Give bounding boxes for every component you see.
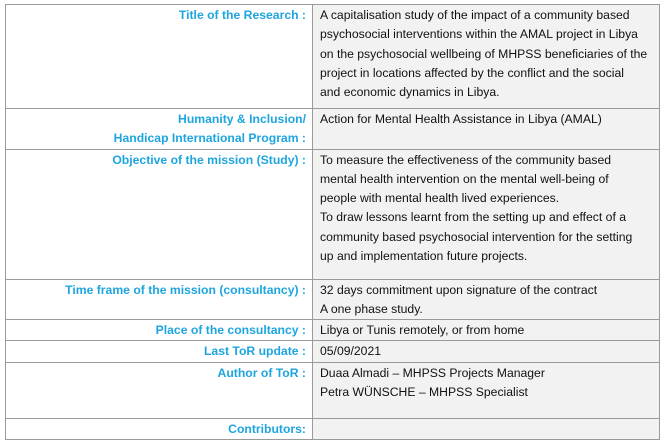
label-contributors: Contributors:	[6, 418, 313, 439]
value-last-update: 05/09/2021	[313, 341, 660, 362]
tor-summary-table	[5, 4, 660, 440]
value-place: Libya or Tunis remotely, or from home	[313, 320, 660, 341]
label-objective: Objective of the mission (Study) :	[6, 149, 313, 279]
value-title-of-research: A capitalisation study of the impact of a community based psychosocial interventions within the AMAL project in Libya on the psychosocial wellbeing of MHPSS beneficiaries of the project in locations affected by the conflict and the social and economic dynamics in Libya.	[313, 5, 660, 109]
label-program: Humanity & Inclusion/ Handicap International Program :	[6, 109, 313, 150]
value-contributors	[313, 418, 660, 439]
table-row-objective	[6, 149, 660, 279]
table-row-contributors	[6, 418, 660, 439]
value-program: Action for Mental Health Assistance in Libya (AMAL)	[313, 109, 660, 150]
table-row-place	[6, 320, 660, 341]
label-place: Place of the consultancy :	[6, 320, 313, 341]
label-time-frame: Time frame of the mission (consultancy) :	[6, 279, 313, 320]
table-row-last-update	[6, 341, 660, 362]
label-title-of-research: Title of the Research :	[6, 5, 313, 109]
label-author: Author of ToR :	[6, 362, 313, 418]
table-row-author	[6, 362, 660, 418]
value-time-frame: 32 days commitment upon signature of the contract A one phase study.	[313, 279, 660, 320]
value-objective: To measure the effectiveness of the community based mental health intervention on the mental well-being of people with mental health lived experiences. To draw lessons learnt from the setting up and effect of a community based psychosocial intervention for the setting up and implementation future projects.	[313, 149, 660, 279]
table-row-title	[6, 5, 660, 109]
value-author: Duaa Almadi – MHPSS Projects Manager Petra WÜNSCHE – MHPSS Specialist	[313, 362, 660, 418]
table-row-time-frame	[6, 279, 660, 320]
label-last-update: Last ToR update :	[6, 341, 313, 362]
table-row-program	[6, 109, 660, 150]
